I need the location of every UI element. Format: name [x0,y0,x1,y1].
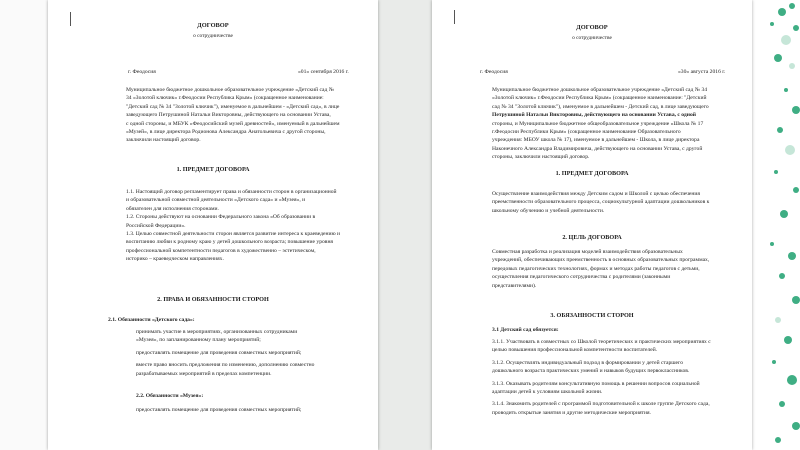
text-line: заведующего Петрушиной Натальи Викторовны, действующего на основании Устава, [126,112,331,119]
section-heading: 3. ОБЯЗАННОСТИ СТОРОН [550,312,634,319]
text-line: воспитанию любви к родному краю у детей дошкольного возраста; повышение уровня [126,239,334,246]
text-line: учреждений, обеспечивающих преемственность в основных образовательных программах, [492,257,710,264]
text-line: Муниципальное бюджетное дошкольное образовательное учреждение «Детский сад № [126,87,335,93]
section-3-body [492,338,744,417]
subsection-heading: 2.1. Обязанности «Детского сада»: [108,317,195,323]
text-line: Наконечного Александра Владимировича, действующего на основании Устава, с другой [492,145,703,152]
text-line: Петрушиной Натальи Викторовны, действующего на основании Устава, с одной [492,112,697,119]
page-subtitle: о сотрудничестве [193,33,233,39]
contract-page-right [432,0,752,450]
text-line: 3.1.1. Участвовать в совместных со Школой теоретических и практических мероприятиях с [492,339,711,345]
page-title: ДОГОВОР [197,22,229,29]
section-heading: 2. ПРАВА И ОБЯЗАННОСТИ СТОРОН [157,296,269,303]
contract-page-left [48,0,378,450]
text-line: принимать участие в мероприятиях, организованных сотрудниками [136,329,298,335]
intro-paragraph [492,86,744,162]
intro-paragraph [126,86,376,145]
section-heading: 1. ПРЕДМЕТ ДОГОВОРА [555,170,629,177]
section-heading: 1. ПРЕДМЕТ ДОГОВОРА [176,166,250,173]
text-line: 34 «Золотой ключик» г.Феодосии Республика Крым» (сокращенное наименование: [126,95,324,102]
text-line: 3.1.4. Знакомить родителей с программой подготовительной к школе группе Детского сада, [492,401,710,408]
text-line: школьному обучению и учебной деятельности. [492,207,605,214]
section-1-body [492,190,744,215]
text-line: Совместная разработка и реализация моделей взаимодействия образовательных [492,249,683,255]
subsection-heading: 2.2. Обязанности «Музея»: [136,393,204,399]
text-line: 3.1.2. Осуществлять индивидуальный подход в формировании у детей старшего [492,359,683,366]
text-line: Муниципальное бюджетное дошкольное образовательное учреждение «Детский сад № 34 [492,87,708,93]
text-line: адаптации детей к условиям школьной жизни. [492,389,603,396]
date: «01» сентября 2016 г. [298,69,349,75]
section-1-body [126,188,376,264]
text-line: преемственности образовательного процесса, социокультурной адаптации дошкольников к [492,199,710,206]
text-line: учреждения: МБОУ школа № 17), именуемое в дальнейшем - Школа, в лице директора [492,137,700,144]
text-line: обязателен для исполнения сторонами. [126,205,219,212]
text-line: осуществления педагогического сотрудничества с родителями (законными [492,274,671,281]
text-line: стороны, и Муниципальное бюджетное общеобразовательное учреждение «Школа № 17 [492,120,704,127]
text-line: г.Феодосии Республики Крым» (сокращенное наименование Образовательного [492,129,681,136]
section-2-body [136,328,376,378]
decorative-dots [752,0,800,450]
section-heading: 2. ЦЕЛЬ ДОГОВОРА [562,234,622,241]
text-line: "Детский сад № 34 "Золотой ключик"), именуемое в дальнейшем - «Детский сад», в лице [126,103,340,110]
subsection-heading: 3.1 Детский сад обязуется: [492,327,559,333]
text-line: Российской Федерации». [126,222,186,229]
left-margin [0,0,48,450]
city: г. Феодосия [480,69,508,75]
section-2-body [492,248,744,290]
text-line: с одной стороны, и МБУК «Феодосийский музей древностей», именуемый в дальнейшем [126,120,340,127]
text-line: сад № 34 "Золотой ключик"), именуемое в дальнейшем - Детский сад, в лице заведующего [492,103,709,110]
text-line: целью повышения профессиональной компетентности воспитателей. [492,347,658,354]
text-line: 1.1. Настоящий договор регламентирует права и обязанности сторон в организационной [126,189,337,195]
text-line: разрабатываемых мероприятий в пределах компетенции. [136,370,272,377]
text-line: передовых педагогических технологиях, формах и методах работы педагогов с детьми, [492,265,700,272]
text-line: заключили настоящий договор. [126,137,201,144]
text-line: 3.1.3. Оказывать родителям консультативную помощь в решении вопросов социальной [492,380,700,387]
right-margin [752,0,800,450]
scan-mark [454,10,455,24]
text-line: стороны, заключили настоящий договор. [492,154,590,161]
page-title: ДОГОВОР [576,24,608,31]
text-line: «Музея», по запланированному плану мероприятий; [136,337,261,344]
date: «30» августа 2016 г. [678,69,726,75]
text-line: дошкольного возраста практических умений и навыков будущих первоклассников. [492,368,690,375]
text-line: предоставлять помещение для проведения совместных мероприятий; [136,407,302,413]
text-line: «Золотой ключик» г.Феодосии Республика Крым» (сокращенное наименование: "Детский [492,95,707,102]
text-line: 1.3. Целью совместной деятельности сторон является развитие интереса к краеведению и [126,231,341,238]
text-line: 1.2. Стороны действуют на основании Федерального закона «Об образовании в [126,214,316,221]
text-line: представителями). [492,282,537,289]
text-line: и образовательной совместной деятельности «Детского сада» и «Музея», и [126,197,306,204]
text-line: проводить открытые занятия и другие методические мероприятия. [492,409,651,416]
text-line: профессиональной компетентности педагогов в художественно – эстетическом, [126,247,316,254]
city: г. Феодосия [128,69,156,75]
text-line: предоставлять помещение для проведения совместных мероприятий; [136,349,302,356]
text-line: вместе правo вносить предложения по изменению, дополнению совместно [136,362,315,369]
text-line: Осуществление взаимодействия между Детским садом и Школой с целью обеспечения [492,191,700,197]
text-line: «Музей», в лице директора Родионова Александра Анатольевича с другой стороны, [126,129,326,136]
text-line: историко – краеведческом направлениях. [126,256,224,263]
page-subtitle: о сотрудничестве [572,35,612,41]
